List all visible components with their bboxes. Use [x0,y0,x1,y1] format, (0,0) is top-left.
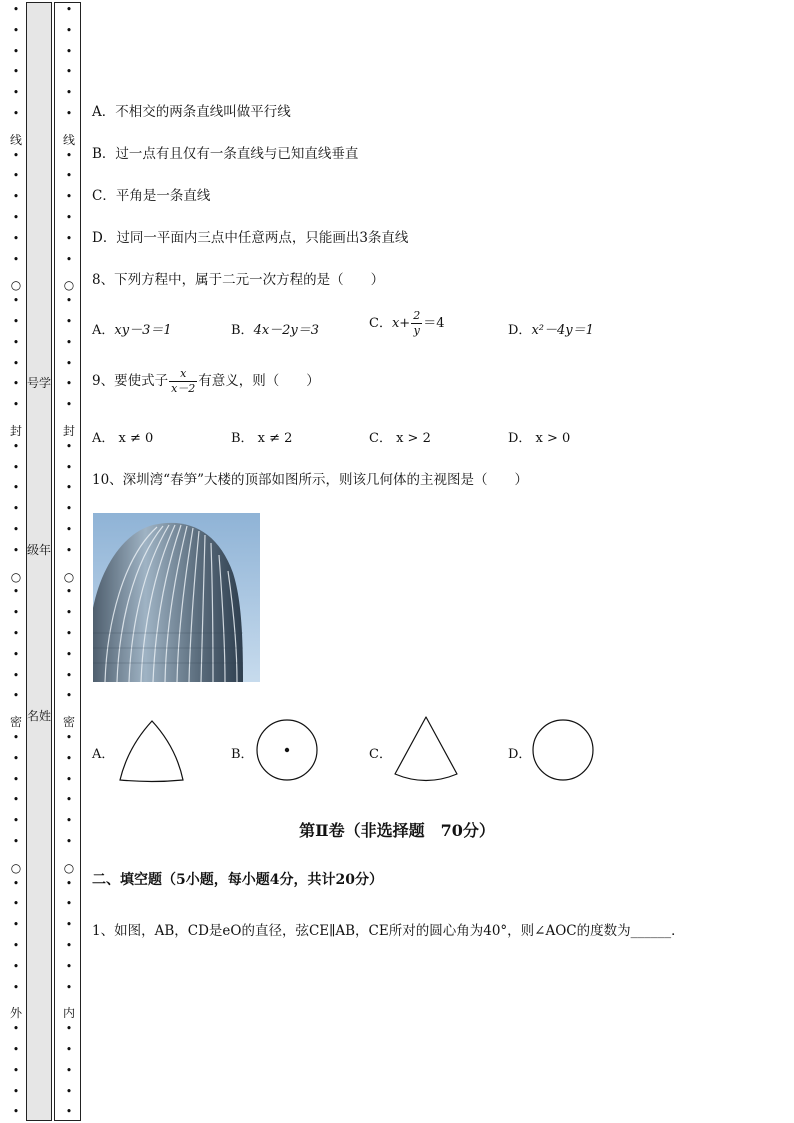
seal-dot: • [13,878,19,889]
seal-dot: • [13,296,19,307]
question-8: 8、下列方程中，属于二元一次方程的是（ ） [92,272,385,288]
seal-dot: • [66,25,72,36]
seal-dot: • [13,941,19,951]
seal-dot: • [66,899,72,910]
seal-dot: • [13,774,19,785]
reuleaux-triangle-figure [116,717,188,783]
seal-dot: • [66,941,72,951]
seal-dot: • [66,691,72,702]
seal-dot: • [66,608,72,619]
seal-char: 封 [9,424,22,438]
seal-dot: • [66,46,72,57]
q9-fraction: $\frac{x}{x-2}$ [171,367,196,395]
name-label: 名姓 [26,709,51,723]
seal-char: 封 [62,424,75,438]
seal-dot: • [13,337,19,348]
seal-dot: • [13,150,19,161]
tower-photo [93,513,260,682]
seal-dot: • [66,733,72,743]
seal-dot: • [66,296,72,307]
seal-dot: • [66,1065,72,1076]
seal-dot: • [13,1086,19,1097]
seal-dot: • [13,795,19,806]
seal-dot: • [66,649,72,660]
seal-dot: • [66,525,72,535]
q8-option-c: C．x+ $\frac{2}{y}$ ＝4 [369,309,445,337]
seal-dot: • [66,109,72,119]
circle-figure [530,717,596,783]
q7-option-d: D．过同一平面内三点中任意两点，只能画出3条直线 [92,230,409,246]
seal-dot: • [66,150,72,161]
section-title: 二、填空题（5小题，每小题4分，共计20分） [92,872,383,888]
seal-dot: • [66,587,72,598]
seal-dot: • [66,462,72,473]
seal-dot: • [66,982,72,993]
q7-option-a: A．不相交的两条直线叫做平行线 [92,104,291,120]
seal-char: 密 [9,715,22,729]
seal-dot: • [13,837,19,847]
seal-dot: • [13,88,19,99]
seal-dot: • [13,109,19,119]
seal-char: 线 [62,133,75,147]
seal-dot: • [66,545,72,556]
seal-dot: • [66,171,72,182]
fill-question-1: 1、如图，AB，CD是eO的直径，弦CE∥AB，CE所对的圆心角为40°，则∠AOC的度数为______． [92,923,685,939]
seal-dot: • [66,337,72,348]
seal-dot: • [13,233,19,244]
q8-c-fraction: $\frac{2}{y}$ [413,309,421,337]
seal-char: 内 [62,1006,75,1020]
seal-dot: • [66,816,72,827]
grade-label: 级年 [26,543,51,557]
seal-dot: • [13,982,19,993]
seal-dot: • [66,5,72,15]
seal-char: 外 [9,1006,22,1020]
seal-dot: • [13,67,19,78]
seal-dot: • [13,441,19,452]
seal-dot: • [66,254,72,265]
q10-option-b-label: B． [231,747,254,762]
seal-dot: • [66,795,72,806]
seal-dot: • [13,920,19,931]
question-10: 10、深圳湾“春笋”大楼的顶部如图所示，则该几何体的主视图是（ ） [92,472,528,488]
question-9: 9、要使式子 $\frac{x}{x-2}$ 有意义，则（ ） [92,367,320,395]
seal-dot: • [13,608,19,619]
seal-dot: • [66,753,72,764]
q7-option-c: C．平角是一条直线 [92,188,211,204]
q10-option-a-label: A． [92,747,115,762]
seal-dot: • [13,1065,19,1076]
binding-margin-band [26,2,52,1121]
seal-ring-icon: ○ [10,278,22,292]
seal-dot: • [13,192,19,203]
seal-dot: • [13,691,19,702]
seal-dot: • [13,733,19,743]
cone-figure [392,714,460,784]
seal-dot: • [13,358,19,369]
seal-ring-icon: ○ [63,570,75,584]
seal-dot: • [13,961,19,972]
seal-dot: • [66,961,72,972]
seal-dot: • [66,317,72,327]
seal-dot: • [66,504,72,515]
seal-ring-icon: ○ [63,278,75,292]
seal-dot: • [66,629,72,639]
outer-seal-line [9,0,23,1123]
seal-dot: • [13,483,19,494]
q9-option-b: B． x ≠ 2 [231,431,293,446]
seal-dot: • [66,88,72,99]
seal-dot: • [13,213,19,223]
seal-dot: • [13,587,19,598]
seal-dot: • [66,1024,72,1035]
q10-option-c-label: C． [369,747,392,762]
seal-dot: • [66,920,72,931]
seal-dot: • [66,878,72,889]
seal-dot: • [66,358,72,369]
seal-dot: • [66,379,72,390]
q7-option-b: B．过一点有且仅有一条直线与已知直线垂直 [92,146,359,162]
q8-option-b: B．4x－2y＝3 [231,323,320,338]
seal-dot: • [13,379,19,390]
seal-dot: • [13,629,19,639]
seal-dot: • [13,899,19,910]
inner-seal-line [62,0,76,1123]
seal-dot: • [66,67,72,78]
seal-dot: • [66,670,72,681]
seal-ring-icon: ○ [10,570,22,584]
seal-dot: • [66,233,72,244]
seal-dot: • [13,670,19,681]
seal-dot: • [13,254,19,265]
seal-dot: • [13,545,19,556]
seal-dot: • [13,25,19,36]
seal-dot: • [13,504,19,515]
seal-dot: • [66,774,72,785]
q9-option-c: C． x > 2 [369,431,431,446]
circle-with-center-dot-figure [254,717,320,783]
seal-dot: • [13,46,19,57]
seal-dot: • [13,317,19,327]
q8-option-a: A．xy－3＝1 [92,323,172,338]
seal-ring-icon: ○ [63,861,75,875]
seal-dot: • [66,441,72,452]
seal-dot: • [13,1045,19,1055]
seal-dot: • [66,1107,72,1118]
seal-dot: • [13,525,19,535]
seal-dot: • [13,1024,19,1035]
seal-dot: • [13,462,19,473]
seal-dot: • [13,1107,19,1118]
q9-option-a: A． x ≠ 0 [92,431,154,446]
seal-dot: • [66,400,72,411]
seal-char: 密 [62,715,75,729]
seal-dot: • [66,1045,72,1055]
q8-option-d: D．x²－4y＝1 [508,323,594,338]
seal-char: 线 [9,133,22,147]
seal-ring-icon: ○ [10,861,22,875]
seal-dot: • [13,400,19,411]
seal-dot: • [66,483,72,494]
student-number-label: 号学 [26,376,51,390]
seal-dot: • [13,753,19,764]
seal-dot: • [66,1086,72,1097]
q10-option-d-label: D． [508,747,532,762]
seal-dot: • [13,5,19,15]
seal-dot: • [66,837,72,847]
seal-dot: • [13,649,19,660]
part-2-title: 第Ⅱ卷（非选择题 70分） [299,821,495,840]
seal-dot: • [13,171,19,182]
seal-dot: • [13,816,19,827]
seal-dot: • [66,213,72,223]
seal-dot: • [66,192,72,203]
q9-option-d: D． x > 0 [508,431,571,446]
